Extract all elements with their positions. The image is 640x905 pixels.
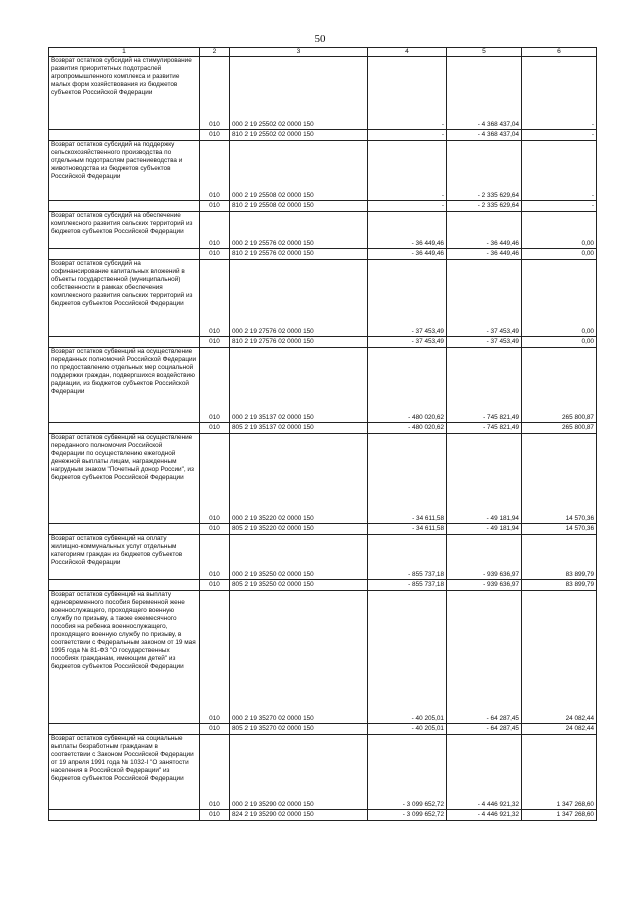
row-value-col4: - 40 205,01 [368,591,447,724]
row-description-blank [49,201,200,212]
row-code: 010 [200,348,230,423]
page-number: 50 [314,33,326,45]
row-value-col6: 14 570,36 [522,434,597,524]
row-kbk: 000 2 19 25576 02 0000 150 [230,212,368,249]
row-code: 010 [200,212,230,249]
row-code: 010 [200,535,230,580]
row-description-blank [49,810,200,821]
table-row [49,591,597,724]
row-description: Возврат остатков субсидий на софинансирование капитальных вложений в объекты государственной (муниципальной) собственности в рамках обеспечения комплексного развития сельских территорий из бюджетов субъектов Российской Федерации [49,260,200,337]
budget-table [48,47,597,821]
row-value-col5: - 37 453,49 [447,260,522,337]
row-value-col5: - 2 335 629,64 [447,141,522,201]
row-value-col4: - [368,130,447,141]
row-value-col5: - 49 181,94 [447,434,522,524]
row-code: 010 [200,141,230,201]
row-kbk: 000 2 19 35250 02 0000 150 [230,535,368,580]
table-row [49,57,597,130]
row-value-col5: - 745 821,49 [447,348,522,423]
column-header: 6 [522,48,597,57]
row-value-col5: - 36 449,46 [447,212,522,249]
table-row [49,212,597,249]
table-row [49,524,597,535]
row-description: Возврат остатков субвенций на выплату единовременного пособия беременной жене военнослужащего, проходящего военную службу по призыву, а также ежемесячного пособия на ребенка военнослужащего, проходящего военную службу по призыву, в соответствии с Федеральным законом от 19 мая 1995 года № 81-ФЗ "О государственных пособиях гражданам, имеющим детей" из бюджетов субъектов Российской Федерации [49,591,200,724]
table-row [49,141,597,201]
row-value-col4: - [368,141,447,201]
row-code: 010 [200,423,230,434]
row-kbk: 000 2 19 25508 02 0000 150 [230,141,368,201]
row-kbk: 000 2 19 35290 02 0000 150 [230,735,368,810]
row-value-col6: 0,00 [522,212,597,249]
row-value-col6: - [522,201,597,212]
table-row [49,260,597,337]
row-kbk: 000 2 19 35270 02 0000 150 [230,591,368,724]
row-value-col5: - 2 335 629,64 [447,201,522,212]
row-value-col5: - 64 287,45 [447,724,522,735]
column-header: 4 [368,48,447,57]
row-description: Возврат остатков субсидий на поддержку сельскохозяйственного производства по отдельным подотраслям растениеводства и животноводства из бюджетов субъектов Российской Федерации [49,141,200,201]
row-value-col5: - 4 368 437,04 [447,130,522,141]
row-value-col5: - 64 287,45 [447,591,522,724]
table-row [49,130,597,141]
row-code: 010 [200,724,230,735]
row-value-col6: - [522,57,597,130]
table-row [49,810,597,821]
row-code: 010 [200,260,230,337]
row-value-col6: 1 347 268,60 [522,735,597,810]
table-row [49,724,597,735]
row-value-col6: 265 800,87 [522,423,597,434]
row-kbk: 000 2 19 27576 02 0000 150 [230,260,368,337]
column-header: 5 [447,48,522,57]
row-value-col5: - 49 181,94 [447,524,522,535]
table-row [49,580,597,591]
row-value-col5: - 745 821,49 [447,423,522,434]
row-value-col5: - 4 368 437,04 [447,57,522,130]
row-kbk: 000 2 19 35220 02 0000 150 [230,434,368,524]
row-kbk: 805 2 19 35250 02 0000 150 [230,580,368,591]
table-row [49,337,597,348]
row-value-col4: - 36 449,46 [368,249,447,260]
row-value-col6: 14 570,36 [522,524,597,535]
row-value-col6: - [522,130,597,141]
row-kbk: 824 2 19 35290 02 0000 150 [230,810,368,821]
row-value-col5: - 4 446 921,32 [447,735,522,810]
row-value-col4: - 37 453,49 [368,260,447,337]
row-value-col4: - [368,201,447,212]
row-code: 010 [200,130,230,141]
row-description-blank [49,249,200,260]
row-code: 010 [200,524,230,535]
row-value-col4: - 855 737,18 [368,535,447,580]
row-value-col6: 265 800,87 [522,348,597,423]
row-value-col5: - 4 446 921,32 [447,810,522,821]
row-value-col4: - 480 020,62 [368,348,447,423]
row-code: 010 [200,810,230,821]
table-row [49,434,597,524]
row-kbk: 805 2 19 35137 02 0000 150 [230,423,368,434]
row-description: Возврат остатков субсидий на стимулирование развития приоритетных подотраслей агропромышленного комплекса и развитие малых форм хозяйствования из бюджетов субъектов Российской Федерации [49,57,200,130]
row-code: 010 [200,57,230,130]
row-kbk: 805 2 19 35220 02 0000 150 [230,524,368,535]
row-value-col6: 0,00 [522,260,597,337]
row-description-blank [49,337,200,348]
table-row [49,348,597,423]
row-description: Возврат остатков субвенций на социальные выплаты безработным гражданам в соответствии с Законом Российской Федерации от 19 апреля 1991 года № 1032-I "О занятости населения в Российской Федерации" из бюджетов субъектов Российской Федерации [49,735,200,810]
row-kbk: 810 2 19 25508 02 0000 150 [230,201,368,212]
row-description-blank [49,423,200,434]
row-kbk: 000 2 19 25502 02 0000 150 [230,57,368,130]
row-kbk: 810 2 19 25502 02 0000 150 [230,130,368,141]
row-value-col5: - 939 636,97 [447,535,522,580]
row-value-col4: - 34 611,58 [368,524,447,535]
row-value-col6: 24 082,44 [522,591,597,724]
row-value-col6: 0,00 [522,337,597,348]
row-description: Возврат остатков субвенций на осуществление переданных полномочий Российской Федерации по предоставлению отдельных мер социальной поддержки граждан, подвергшихся воздействию радиации, из бюджетов субъектов Российской Федерации [49,348,200,423]
row-value-col4: - 480 020,62 [368,423,447,434]
row-description-blank [49,580,200,591]
row-value-col4: - 37 453,49 [368,337,447,348]
row-description-blank [49,130,200,141]
table-row [49,249,597,260]
row-value-col4: - 855 737,18 [368,580,447,591]
row-description-blank [49,724,200,735]
row-value-col4: - [368,57,447,130]
row-value-col5: - 37 453,49 [447,337,522,348]
row-kbk: 810 2 19 25576 02 0000 150 [230,249,368,260]
row-value-col6: - [522,141,597,201]
row-value-col6: 83 899,79 [522,580,597,591]
row-value-col6: 83 899,79 [522,535,597,580]
column-header: 3 [230,48,368,57]
row-code: 010 [200,580,230,591]
row-code: 010 [200,591,230,724]
row-kbk: 805 2 19 35270 02 0000 150 [230,724,368,735]
row-value-col6: 24 082,44 [522,724,597,735]
table-row [49,201,597,212]
table-row [49,735,597,810]
row-value-col4: - 3 099 652,72 [368,735,447,810]
row-code: 010 [200,249,230,260]
row-value-col4: - 36 449,46 [368,212,447,249]
row-code: 010 [200,735,230,810]
column-header: 2 [200,48,230,57]
row-value-col4: - 40 205,01 [368,724,447,735]
column-header: 1 [49,48,200,57]
row-value-col5: - 939 636,97 [447,580,522,591]
row-value-col6: 0,00 [522,249,597,260]
row-description: Возврат остатков субвенций на осуществление переданного полномочия Российской Федерации по осуществлению ежегодной денежной выплаты лицам, награжденным нагрудным знаком "Почетный донор России", из бюджетов субъектов Российской Федерации [49,434,200,524]
row-description: Возврат остатков субсидий на обеспечение комплексного развития сельских территорий из бюджетов субъектов Российской Федерации [49,212,200,249]
row-value-col4: - 3 099 652,72 [368,810,447,821]
row-kbk: 810 2 19 27576 02 0000 150 [230,337,368,348]
row-kbk: 000 2 19 35137 02 0000 150 [230,348,368,423]
table-row [49,423,597,434]
column-number-row [49,48,597,57]
row-value-col6: 1 347 268,60 [522,810,597,821]
row-value-col5: - 36 449,46 [447,249,522,260]
row-description-blank [49,524,200,535]
table-row [49,535,597,580]
row-code: 010 [200,201,230,212]
row-value-col4: - 34 611,58 [368,434,447,524]
row-code: 010 [200,337,230,348]
row-description: Возврат остатков субвенций на оплату жилищно-коммунальных услуг отдельным категориям граждан из бюджетов субъектов Российской Федерации [49,535,200,580]
row-code: 010 [200,434,230,524]
